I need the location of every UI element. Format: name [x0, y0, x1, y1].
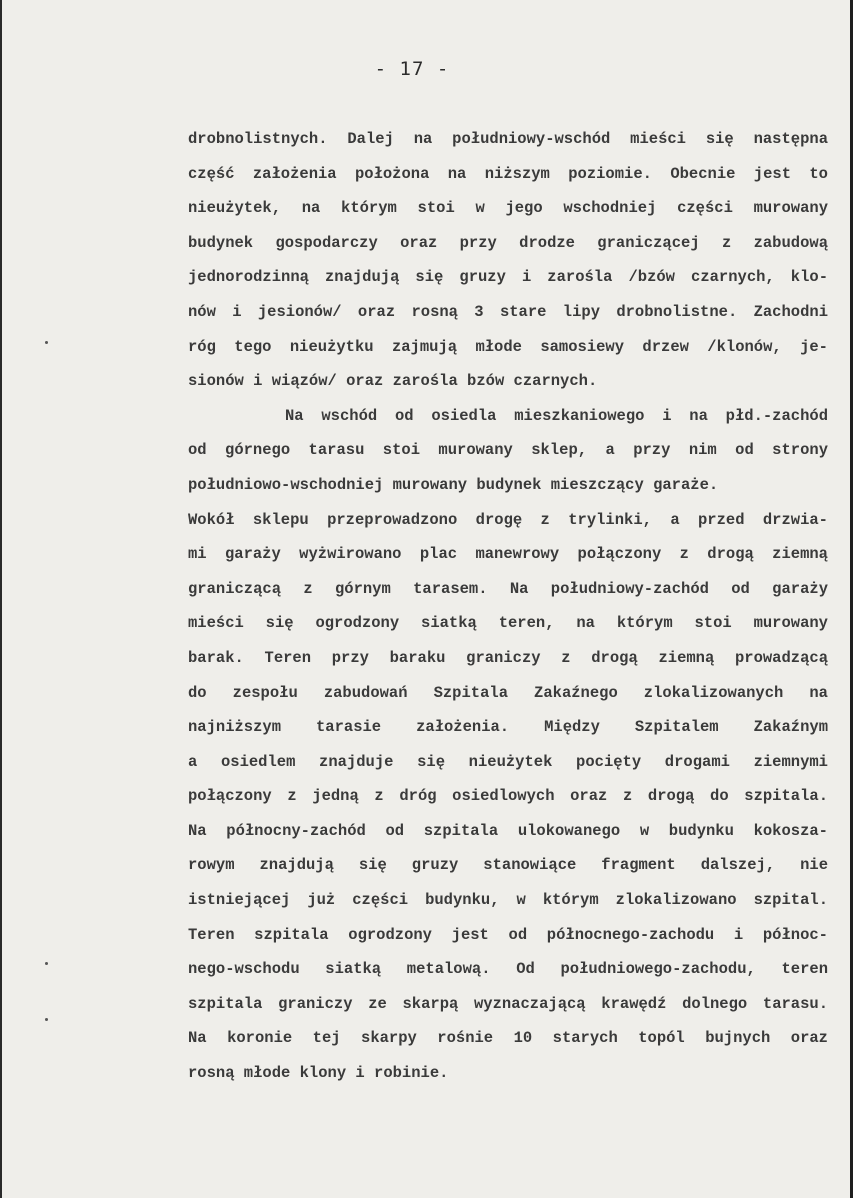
text-line: rosną młode klony i robinie.: [188, 1064, 449, 1083]
text-line: Wokół sklepu przeprowadzono drogę z trylinki, a przed drzwia-: [188, 510, 828, 529]
text-line: do zespołu zabudowań Szpitala Zakaźnego zlokalizowanych na: [188, 683, 828, 702]
margin-mark: [45, 341, 48, 344]
text-line: jednorodzinną znajdują się gruzy i zarośla /bzów czarnych, klo-: [188, 268, 828, 287]
text-line: najniższym tarasie założenia. Między Szpitalem Zakaźnym: [188, 718, 828, 737]
typewritten-body: [188, 122, 828, 1091]
text-line: rowym znajdują się gruzy stanowiące fragment dalszej, nie: [188, 856, 828, 875]
text-line: południowo-wschodniej murowany budynek mieszczący garaże.: [188, 475, 719, 494]
text-line: barak. Teren przy baraku graniczy z drogą ziemną prowadzącą: [188, 648, 828, 667]
text-line: budynek gospodarczy oraz przy drodze graniczącej z zabudową: [188, 233, 828, 252]
text-line: Na północny-zachód od szpitala ulokowanego w budynku kokosza-: [188, 821, 828, 840]
text-line: nieużytek, na którym stoi w jego wschodniej części murowany: [188, 199, 828, 218]
margin-mark: [45, 1018, 48, 1021]
text-line: drobnolistnych. Dalej na południowy-wschód mieści się następna: [188, 130, 828, 148]
page-left-edge: [0, 0, 2, 1198]
page-number: - 17 -: [374, 58, 450, 80]
text-line: od górnego tarasu stoi murowany sklep, a przy nim od strony: [188, 441, 828, 460]
text-line: Teren szpitala ogrodzony jest od północnego-zachodu i północ-: [188, 925, 828, 944]
text-line: graniczącą z górnym tarasem. Na południowy-zachód od garaży: [188, 579, 828, 598]
text-line: sionów i wiązów/ oraz zarośla bzów czarnych.: [188, 372, 598, 391]
margin-mark: [45, 962, 48, 965]
text-line: Na koronie tej skarpy rośnie 10 starych topól bujnych oraz: [188, 1029, 828, 1048]
paragraph-first-line: Na wschód od osiedla mieszkaniowego i na płd.-zachód: [285, 406, 828, 425]
text-line: mi garaży wyżwirowano plac manewrowy połączony z drogą ziemną: [188, 545, 828, 564]
text-line: nów i jesionów/ oraz rosną 3 stare lipy drobnolistne. Zachodni: [188, 302, 828, 321]
text-line: a osiedlem znajduje się nieużytek pocięty drogami ziemnymi: [188, 752, 828, 771]
text-line: nego-wschodu siatką metalową. Od południowego-zachodu, teren: [188, 960, 828, 979]
text-line: połączony z jedną z dróg osiedlowych oraz z drogą do szpitala.: [188, 787, 828, 806]
text-line: szpitala graniczy ze skarpą wyznaczającą krawędź dolnego tarasu.: [188, 994, 828, 1013]
text-line: istniejącej już części budynku, w którym zlokalizowano szpital.: [188, 891, 828, 910]
text-line: część założenia położona na niższym poziomie. Obecnie jest to: [188, 164, 828, 183]
text-line: róg tego nieużytku zajmują młode samosiewy drzew /klonów, je-: [188, 337, 828, 356]
text-line: mieści się ogrodzony siatką teren, na którym stoi murowany: [188, 614, 828, 633]
